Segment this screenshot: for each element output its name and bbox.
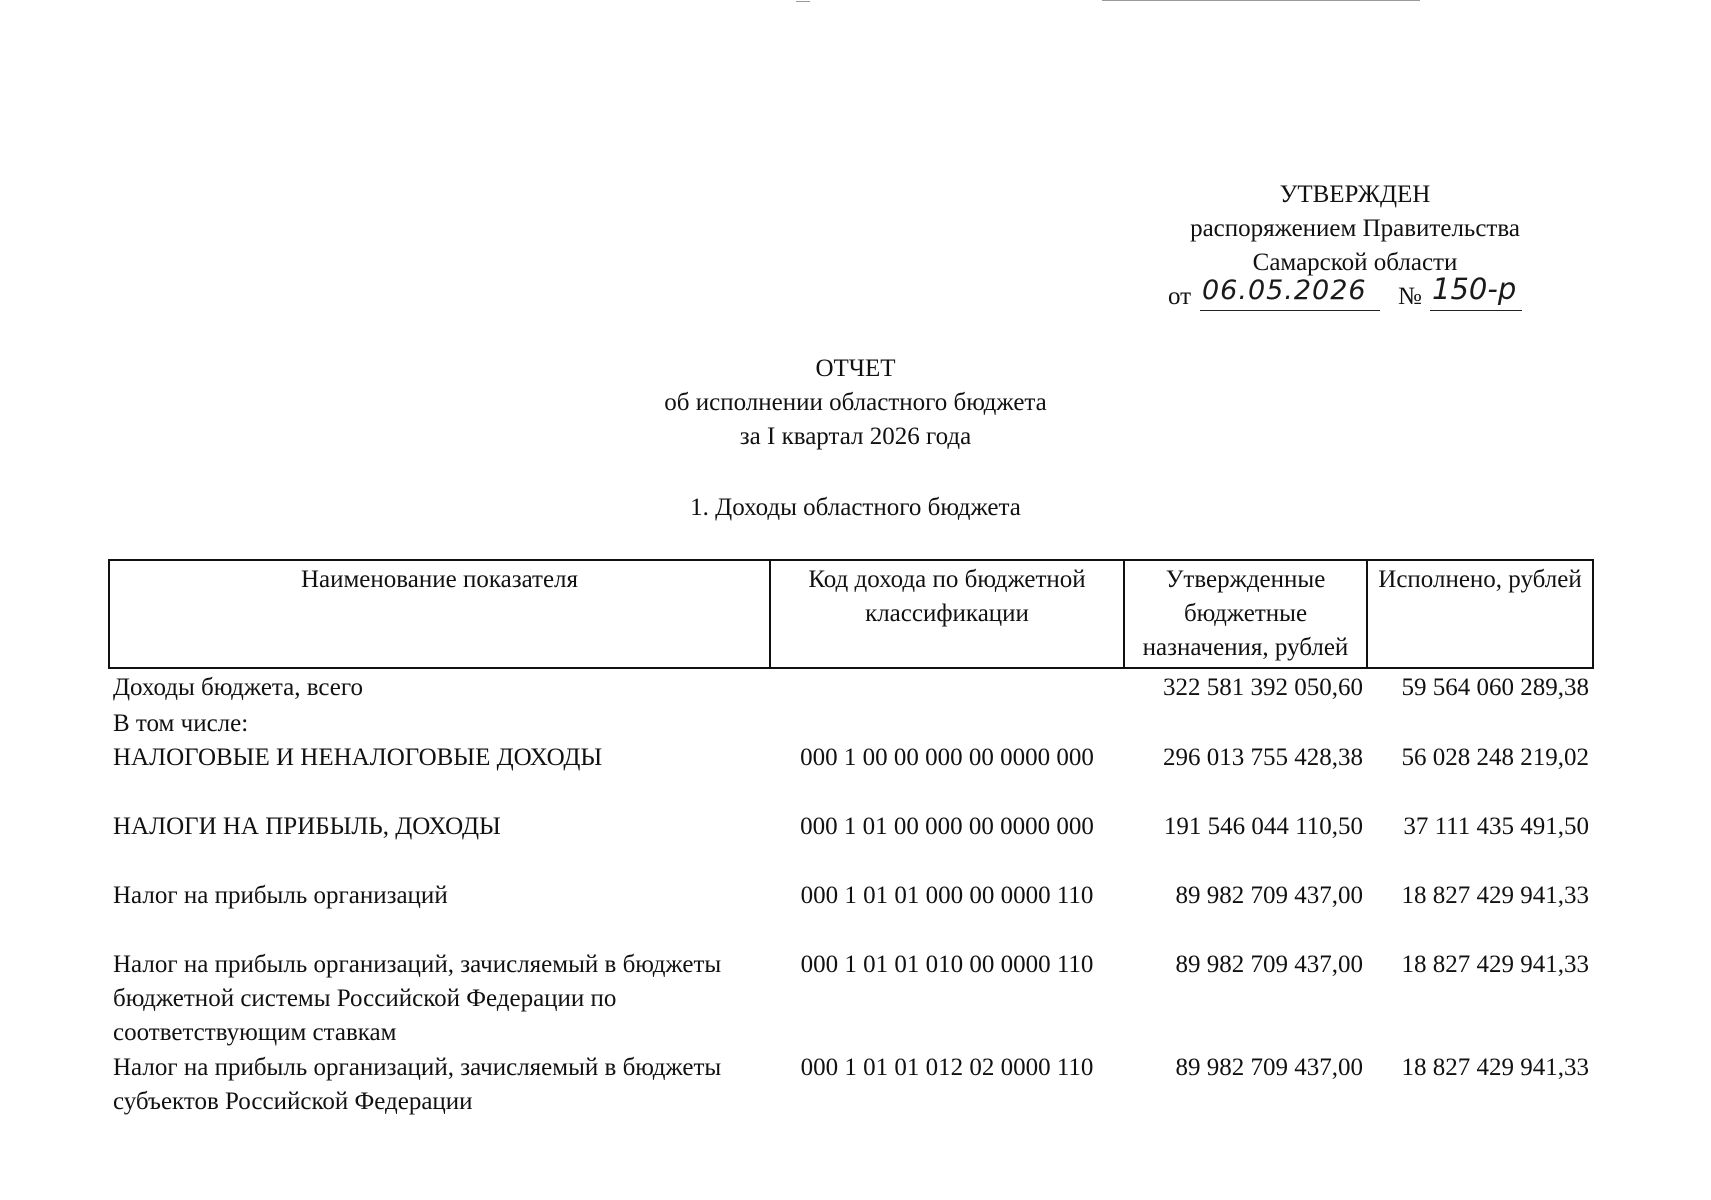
row-name: Доходы бюджета, всего [113, 674, 364, 701]
row-name: Налог на прибыль организаций [113, 882, 448, 909]
row-executed: 59 564 060 289,38 [1401, 674, 1589, 701]
row-executed: 18 827 429 941,33 [1401, 882, 1589, 909]
row-approved: 322 581 392 050,60 [1163, 674, 1363, 701]
order-number-sign: № [1398, 283, 1422, 310]
row-approved: 296 013 755 428,38 [1163, 744, 1363, 771]
approval-order-line [1160, 272, 1550, 314]
row-code: 000 1 01 01 012 02 0000 110 [800, 1054, 1094, 1081]
report-period: за I квартал 2026 года [739, 423, 972, 450]
approval-stamp-block [1160, 178, 1550, 314]
table-row [109, 707, 1593, 741]
row-name: Налог на прибыль организаций, зачисляемый в бюджеты субъектов Российской Федерации [113, 1054, 722, 1115]
report-title-block [0, 352, 1711, 454]
header-executed: Исполнено, рублей [1367, 560, 1593, 668]
section-heading: 1. Доходы областного бюджета [690, 494, 1021, 521]
order-date-handwritten: 06.05.2026 [1202, 275, 1367, 306]
row-executed: 18 827 429 941,33 [1401, 1054, 1589, 1081]
row-code: 000 1 01 01 000 00 0000 110 [800, 882, 1094, 909]
row-name: В том числе: [113, 710, 249, 737]
row-executed: 18 827 429 941,33 [1401, 951, 1589, 978]
row-executed [1367, 707, 1593, 741]
header-code: Код дохода по бюджетной классификации [770, 560, 1124, 668]
row-executed: 56 028 248 219,02 [1401, 744, 1589, 771]
row-approved: 89 982 709 437,00 [1175, 882, 1363, 909]
number-underline [1430, 310, 1522, 311]
row-name: Налог на прибыль организаций, зачисляемый в бюджеты бюджетной системы Российской Федерации по соответствующим ставкам [113, 951, 722, 1046]
report-subtitle: об исполнении областного бюджета [664, 389, 1047, 416]
row-code [770, 668, 1124, 707]
row-approved: 89 982 709 437,00 [1175, 951, 1363, 978]
approval-title: УТВЕРЖДЕН [1279, 181, 1431, 208]
scan-artifact-top-left [796, 1, 810, 2]
row-code: 000 1 00 00 000 00 0000 000 [800, 744, 1094, 771]
table-header-row [109, 560, 1593, 668]
date-underline [1200, 310, 1380, 311]
order-date-prefix: от [1168, 283, 1192, 310]
row-code: 000 1 01 00 000 00 0000 000 [800, 813, 1094, 840]
approval-region: Самарской области [1252, 249, 1458, 276]
income-table [108, 559, 1594, 1119]
row-code [770, 707, 1124, 741]
row-name: НАЛОГИ НА ПРИБЫЛЬ, ДОХОДЫ [113, 813, 501, 840]
order-number-handwritten: 150-р [1432, 272, 1517, 306]
row-code: 000 1 01 01 010 00 0000 110 [800, 951, 1094, 978]
scan-artifact-top-right [1102, 0, 1420, 1]
table-row [109, 948, 1593, 1051]
report-title: ОТЧЕТ [815, 355, 896, 382]
table-row [109, 741, 1593, 810]
header-name: Наименование показателя [109, 560, 770, 668]
row-approved: 191 546 044 110,50 [1163, 813, 1363, 840]
row-approved: 89 982 709 437,00 [1175, 1054, 1363, 1081]
row-approved [1124, 707, 1367, 741]
header-approved: Утвержденные бюджетные назначения, рублей [1124, 560, 1367, 668]
table-row [109, 1051, 1593, 1119]
approval-issuer: распоряжением Правительства [1190, 215, 1520, 242]
table-row [109, 668, 1593, 707]
row-name: НАЛОГОВЫЕ И НЕНАЛОГОВЫЕ ДОХОДЫ [113, 744, 603, 771]
table-row [109, 810, 1593, 879]
row-executed: 37 111 435 491,50 [1403, 813, 1589, 840]
table-row [109, 879, 1593, 948]
